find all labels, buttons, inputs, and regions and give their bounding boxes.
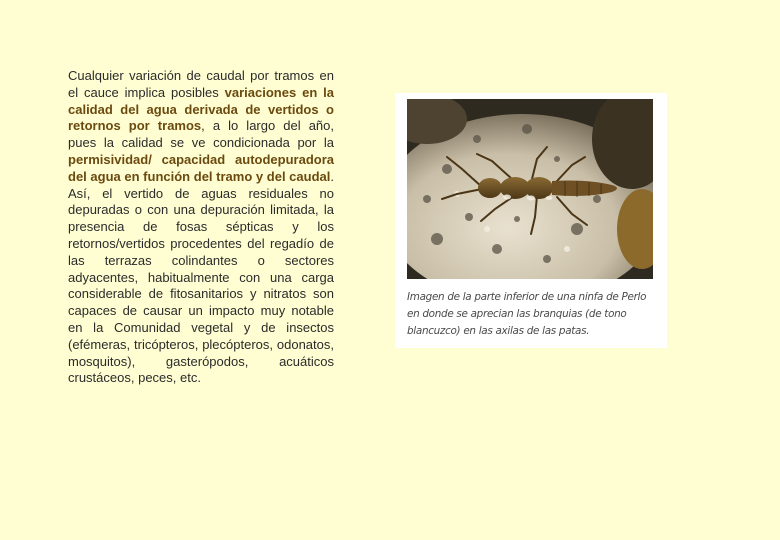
highlight-water-quality: variaciones en la calidad del agua derivada de vertidos o retornos por tramos [68,84,335,134]
paragraph-text-1: Cualquier variación de caudal por tramos en el cauce implica posibles [68,68,334,100]
paragraph-text-3: . Así, el vertido de aguas residuales no depuradas o con una depuración limitada, la presencia de fosas sépticas y los retornos/vertidos procedentes del regadío de las terrazas colindantes o sectores adyacentes, habitualmente con una carga considerable de fitosanitarios y nitratos son capaces de causar un impacto muy notable en la Comunidad vegetal y de insectos (efémeras, tricópteros, plecópteros, odonatos, mosquitos), gasterópodos, acuáticos crustáceos, peces, etc. [68,168,334,386]
body-paragraph [68,68,334,387]
figure [395,93,667,348]
nymph-photo [407,99,653,279]
highlight-self-purification: permisividad/ capacidad autodepuradora del agua en función del tramo y del caudal [68,151,334,184]
paragraph-text-2: , a lo largo del año, pues la calidad se ve condicionada por la [68,118,334,151]
figure-caption: Imagen de la parte inferior de una ninfa de Perlo en donde se aprecian las branquias (de tono blancuzco) en las axilas de las patas. [407,291,647,337]
